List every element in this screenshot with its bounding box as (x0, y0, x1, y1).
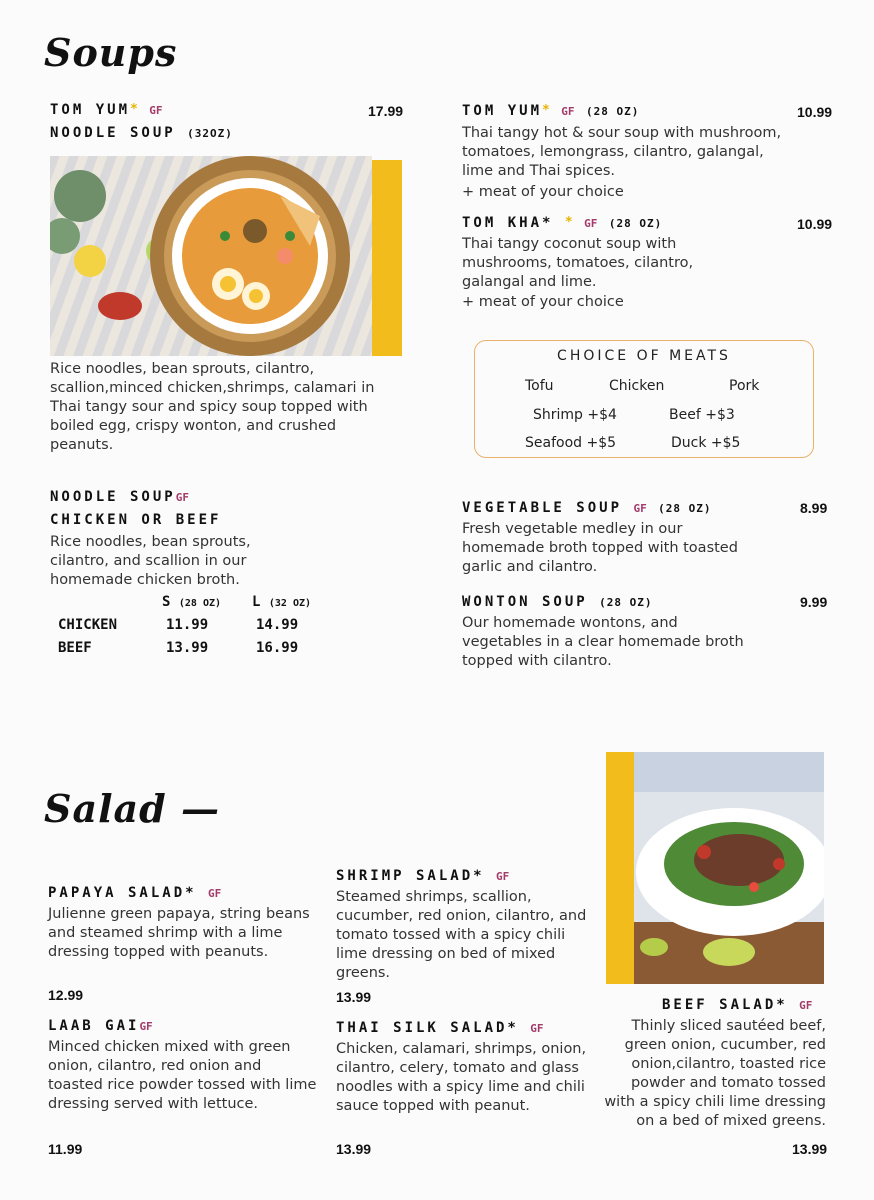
salad-dash: — (180, 786, 220, 831)
tom-yum-noodle-photo (50, 156, 372, 356)
noodle-soup-row-beef-l: 16.99 (256, 640, 299, 656)
shrimp-salad-price: 13.99 (336, 989, 372, 1005)
papaya-salad-price: 12.99 (48, 987, 84, 1003)
tom-yum-noodle-price: 17.99 (368, 103, 404, 119)
beef-salad-desc: Thinly sliced sautéed beef, green onion, cucumber, red onion,cilantro, toasted rice powder and tomato tossed with a spicy chili lime dressing on a bed of mixed greens. (604, 1018, 826, 1129)
papaya-salad-desc: Julienne green papaya, string beans and steamed shrimp with a lime dressing topped with peanuts. (48, 906, 310, 960)
meat-beef: Beef +$3 (669, 407, 735, 423)
thai-silk-salad-price: 13.99 (336, 1141, 372, 1157)
meat-seafood: Seafood +$5 (525, 435, 617, 451)
tom-kha-price: 10.99 (797, 216, 833, 232)
noodle-soup-row-chicken-s: 11.99 (166, 617, 209, 633)
salad-heading: Salad — (44, 786, 220, 831)
tom-yum-name: TOM YUM* GF (28 OZ) (462, 103, 640, 119)
noodle-soup-desc: Rice noodles, bean sprouts, cilantro, and scallion in our homemade chicken broth. (50, 534, 251, 588)
tom-kha-extra: + meat of your choice (462, 294, 624, 310)
noodle-soup-row-beef-s: 13.99 (166, 640, 209, 656)
meat-tofu: Tofu (525, 378, 554, 394)
thai-silk-salad-desc: Chicken, calamari, shrimps, onion, cilantro, celery, tomato and glass noodles with a spicy lime and chili sauce topped with peanut. (336, 1041, 587, 1114)
laab-gai-name: LAAB GAIGF (48, 1018, 153, 1034)
accent-bar-salad-photo (606, 752, 634, 984)
wonton-soup-name: WONTON SOUP (28 OZ) (462, 594, 653, 610)
tom-yum-noodle-name-line2: NOODLE SOUP (32OZ) (50, 125, 233, 141)
tom-kha-desc: Thai tangy coconut soup with mushrooms, tomatoes, cilantro, galangal and lime. (462, 236, 694, 290)
laab-gai-price: 11.99 (48, 1141, 83, 1157)
noodle-soup-name: NOODLE SOUPGF (50, 489, 189, 505)
noodle-soup-col-l: L (32 OZ) (252, 594, 312, 610)
vegetable-soup-price: 8.99 (800, 500, 828, 516)
beef-salad-price: 13.99 (792, 1141, 828, 1157)
tom-yum-price: 10.99 (797, 104, 833, 120)
soups-heading: Soups (44, 30, 178, 75)
choice-of-meats-title: CHOICE OF MEATS (557, 348, 731, 364)
papaya-salad-name: PAPAYA SALAD* GF (48, 885, 222, 901)
accent-bar-soup-photo (372, 160, 402, 356)
choice-of-meats-box (474, 340, 814, 458)
tom-kha-name: TOM KHA* * GF (28 OZ) (462, 215, 663, 231)
vegetable-soup-desc: Fresh vegetable medley in our homemade broth topped with toasted garlic and cilantro. (462, 521, 738, 575)
noodle-soup-name-line2: CHICKEN OR BEEF (50, 512, 222, 528)
vegetable-soup-name: VEGETABLE SOUP GF (28 OZ) (462, 500, 712, 516)
noodle-soup-row-beef-label: BEEF (58, 640, 92, 656)
noodle-soup-row-chicken-label: CHICKEN (58, 617, 118, 633)
meat-pork: Pork (729, 378, 760, 394)
noodle-soup-row-chicken-l: 14.99 (256, 617, 299, 633)
noodle-soup-col-s: S (28 OZ) (162, 594, 222, 610)
wonton-soup-desc: Our homemade wontons, and vegetables in a clear homemade broth topped with cilantro. (462, 615, 744, 669)
wonton-soup-price: 9.99 (800, 594, 828, 610)
tom-yum-noodle-desc: Rice noodles, bean sprouts, cilantro, scallion,minced chicken,shrimps, calamari in Thai tangy sour and spicy soup topped with boiled egg, crispy wonton, and crushed peanuts. (50, 361, 375, 453)
shrimp-salad-name: SHRIMP SALAD* GF (336, 868, 510, 884)
tom-yum-extra: + meat of your choice (462, 184, 624, 200)
meat-shrimp: Shrimp +$4 (533, 407, 617, 423)
shrimp-salad-desc: Steamed shrimps, scallion, cucumber, red onion, cilantro, and tomato tossed with a spicy chili lime dressing on bed of mixed greens. (336, 889, 587, 981)
meat-duck: Duck +$5 (671, 435, 741, 451)
meat-chicken: Chicken (609, 378, 665, 394)
beef-salad-name: BEEF SALAD* GF (662, 997, 813, 1013)
laab-gai-desc: Minced chicken mixed with green onion, cilantro, red onion and toasted rice powder tossed with lime dressing served with lettuce. (48, 1039, 317, 1112)
beef-salad-photo (634, 752, 824, 984)
tom-yum-noodle-name: TOM YUM* GF (50, 102, 163, 118)
tom-yum-desc: Thai tangy hot & sour soup with mushroom, tomatoes, lemongrass, cilantro, galangal, lime and Thai spices. (462, 125, 782, 179)
thai-silk-salad-name: THAI SILK SALAD* GF (336, 1020, 544, 1036)
